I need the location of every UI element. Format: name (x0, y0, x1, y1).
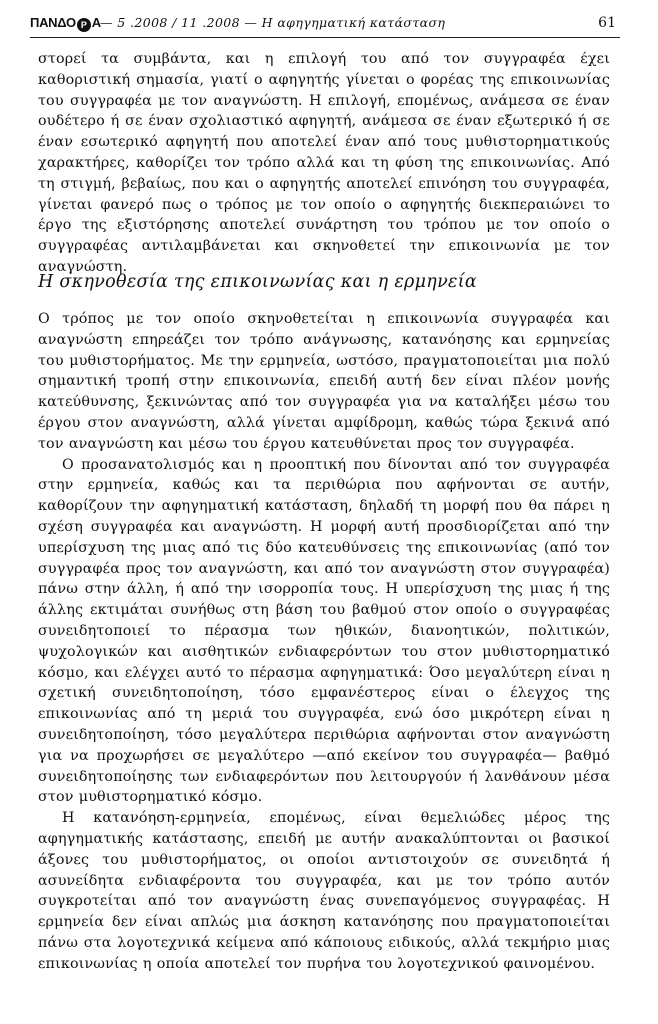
paragraph-continued: στορεί τα συμβάντα, και η επιλογή του από τον συγγραφέα έχει καθοριστική σημασία, γιατί ο αφηγητής γίνεται ο φορέας της επικοινωνίας του συγγραφέα με τον αναγνώστη. Η επιλογή, επομένως, ανάμεσα σε έναν ουδέτερο ή σε έναν σχολιαστικό αφηγητή, ανάμεσα σε έναν εξωτερικό ή σε έναν εσωτερικό αφηγητή που αποτελεί έναν από τους μυθιστορηματικούς χαρακτήρες, καθορίζει τον τρόπο αλλά και τη φύση της επικοινωνίας. Από τη στιγμή, βεβαίως, που και ο αφηγητής αποτελεί επινόηση του συγγραφέα, γίνεται φανερό πως ο τρόπος με τον οποίο ο αφηγητής διεκπεραιώνει το έργο της εξιστόρησης αποτελεί συνάρτηση του τρόπου με τον οποίο ο συγγραφέας αντιλαμβάνεται και σκηνοθετεί την επικοινωνία με τον αναγνώστη. (38, 51, 610, 275)
page-number: 61 (598, 15, 616, 31)
page-body (38, 49, 610, 975)
running-header (30, 14, 630, 36)
running-title: — 5 .2008 / 11 .2008 — Η αφηγηματική κατάσταση (100, 15, 446, 30)
paragraph: Η κατανόηση-ερμηνεία, επομένως, είναι θεμελιώδες μέρος της αφηγηματικής κατάστασης, επειδή με αυτήν ανακαλύπτονται οι βασικοί άξονες του μυθιστορήματος, οι οποίοι αντιστοιχούν σε συνειδητά ή ασυνείδητα ενδιαφέροντα του συγγραφέα, και με τον τρόπο αυτόν συγκροτείται από τον αναγνώστη ένας συνεπαγόμενος συγγραφέας. Η ερμηνεία δεν είναι απλώς μια άσκηση κατανόησης που πραγματοποιείται πάνω στα λογοτεχνικά κείμενα από κάποιους ειδικούς, αλλά τεκμήριο μιας επικοινωνίας η οποία αποτελεί τον πυρήνα του λογοτεχνικού φαινομένου. (38, 810, 610, 972)
header-rule (30, 37, 620, 38)
logo-mark-icon: Ρ (77, 18, 91, 32)
paragraph: Ο τρόπος με τον οποίο σκηνοθετείται η επικοινωνία συγγραφέα και αναγνώστη επηρεάζει τον τρόπο ανάγνωσης, κατανόησης και ερμηνείας του μυθιστορήματος. Με την ερμηνεία, ωστόσο, πραγματοποιείται μια πολύ σημαντική τροπή στην επικοινωνία, επειδή αυτή δεν είναι πλέον μονής κατεύθυνσης, ξεκινώντας από τον συγγραφέα για να καταλήξει μέσω του έργου στον αναγνώστη, αλλά γίνεται αμφίδρομη, καθώς τώρα ξεκινά από τον αναγνώστη και μέσω του έργου κατευθύνεται προς τον συγγραφέα. (38, 311, 610, 452)
journal-logo: ΠΑΝΔΟ Ρ Α (30, 15, 101, 30)
section-heading: Η σκηνοθεσία της επικοινωνίας και η ερμηνεία (38, 272, 477, 292)
paragraph: Ο προσανατολισμός και η προοπτική που δίνονται από τον συγγραφέα στην ερμηνεία, καθώς και τα περιθώρια που αφήνονται σε αυτήν, καθορίζουν την αφηγηματική κατάσταση, δηλαδή τη μορφή που θα πάρει η σχέση συγγραφέα και αναγνώστη. Η μορφή αυτή προσδιορίζεται από την υπερίσχυση της μιας από τις δύο κατευθύνσεις της επικοινωνίας (από τον συγγραφέα προς τον αναγνώστη, και από τον αναγνώστη στον συγγραφέα) πάνω στην άλλη, ή από την ισορροπία τους. Η υπερίσχυση της μιας ή της άλλης εκτιμάται συνήθως στη βάση του βαθμού στον οποίο ο συγγραφέας συνειδητοποιεί το πέρασμα των ηθικών, διανοητικών, πολιτικών, ψυχολογικών και αισθητικών ενδιαφερόντων του στον μυθιστορηματικό κόσμο, και ελέγχει αυτό το πέρασμα αφηγηματικά: Όσο μεγαλύτερη είναι η σχετική συνειδητοποίηση, τόσο εμφανέστερος είναι ο έλεγχος της επικοινωνίας από τη μεριά του συγγραφέα, ενώ όσο μικρότερη είναι η συνειδητοποίηση, τόσο μεγαλύτερα περιθώρια αφήνονται στον αναγνώστη για να προχωρήσει σε μεγαλύτερο —από εκείνον του συγγραφέα— βαθμό συνειδητοποίησης των ενδιαφερόντων που λειτουργούν ή λανθάνουν μέσα στον μυθιστορηματικό κόσμο. (38, 456, 610, 806)
